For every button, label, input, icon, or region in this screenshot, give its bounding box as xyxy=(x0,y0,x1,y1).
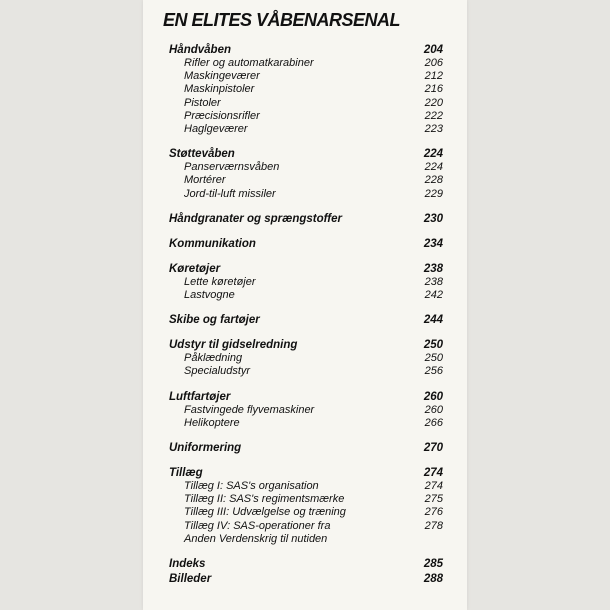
toc-entry-label: Lette køretøjer xyxy=(184,275,256,288)
toc-entry-label: Jord-til-luft missiler xyxy=(184,187,276,200)
toc-entry[interactable] xyxy=(169,83,443,96)
toc-heading-label: Billeder xyxy=(169,573,212,586)
toc-heading[interactable] xyxy=(169,44,443,57)
toc-entry-label: Tillæg II: SAS's regimentsmærke xyxy=(184,493,345,506)
toc-entry-label: Maskingeværer xyxy=(184,70,260,83)
table-of-contents xyxy=(169,44,443,598)
toc-heading-label: Indeks xyxy=(169,558,206,571)
toc-heading-page: 204 xyxy=(423,44,443,56)
toc-entry[interactable] xyxy=(169,289,443,302)
toc-entry-page: 274 xyxy=(424,480,443,493)
toc-entry-label: Mortérer xyxy=(184,174,226,187)
toc-entry-label: Tillæg III: Udvælgelse og træning xyxy=(184,506,346,519)
toc-heading[interactable] xyxy=(169,467,443,480)
toc-entry-label: Anden Verdenskrig til nutiden xyxy=(184,532,328,545)
toc-heading[interactable] xyxy=(169,558,443,571)
toc-entry[interactable] xyxy=(169,352,443,365)
toc-section xyxy=(169,148,443,201)
toc-entry-label: Specialudstyr xyxy=(184,365,251,378)
toc-entry-page: 212 xyxy=(424,70,443,83)
toc-section xyxy=(169,263,443,302)
toc-section xyxy=(169,391,443,430)
book-page xyxy=(143,0,467,610)
toc-section xyxy=(169,442,443,455)
toc-entry[interactable] xyxy=(169,188,443,201)
toc-heading-page: 250 xyxy=(423,339,443,352)
toc-entry-page: 250 xyxy=(424,352,443,365)
toc-entry-label: Fastvingede flyvemaskiner xyxy=(184,403,315,416)
toc-heading[interactable] xyxy=(169,148,443,161)
toc-entry[interactable] xyxy=(169,97,443,110)
toc-entry[interactable] xyxy=(169,365,443,378)
toc-entry-page: 256 xyxy=(424,365,443,378)
toc-entry-label: Pistoler xyxy=(184,96,221,109)
toc-entry-page: 266 xyxy=(424,416,443,429)
toc-entry[interactable] xyxy=(169,161,443,174)
toc-heading[interactable] xyxy=(169,314,443,327)
toc-heading-page: 234 xyxy=(423,237,443,250)
toc-entry[interactable] xyxy=(169,123,443,136)
toc-heading-label: Luftfartøjer xyxy=(169,390,231,403)
toc-entry-label: Tillæg I: SAS's organisation xyxy=(184,480,319,493)
toc-entry[interactable] xyxy=(169,480,443,493)
toc-heading[interactable] xyxy=(169,391,443,404)
toc-entry-page: 224 xyxy=(424,161,443,174)
toc-entry[interactable] xyxy=(169,110,443,123)
toc-entry[interactable] xyxy=(169,417,443,430)
toc-entry[interactable] xyxy=(169,276,443,289)
toc-entry[interactable] xyxy=(169,70,443,83)
toc-heading-label: Køretøjer xyxy=(169,262,221,275)
toc-heading-label: Kommunikation xyxy=(169,237,256,250)
toc-entry[interactable] xyxy=(169,493,443,506)
toc-entry[interactable] xyxy=(169,506,443,519)
toc-entry-page: 229 xyxy=(424,187,443,200)
toc-entry-label: Tillæg IV: SAS-operationer fra xyxy=(184,519,331,532)
toc-heading-page: 274 xyxy=(423,467,443,480)
toc-entry-label: Haglgeværer xyxy=(184,123,248,136)
toc-entry-label: Rifler og automatkarabiner xyxy=(184,57,314,69)
toc-heading-label: Håndgranater og sprængstoffer xyxy=(169,212,342,225)
toc-entry-page: 222 xyxy=(424,109,443,122)
toc-section xyxy=(169,339,443,378)
toc-entry-page: 242 xyxy=(424,289,443,302)
toc-entry-label: Helikoptere xyxy=(184,416,240,429)
toc-heading-label: Skibe og fartøjer xyxy=(169,314,260,327)
toc-entry-page: 238 xyxy=(424,275,443,288)
toc-heading-page: 260 xyxy=(423,390,443,403)
toc-section xyxy=(169,44,443,136)
toc-entry-page: 260 xyxy=(424,403,443,416)
toc-entry-page: 276 xyxy=(424,506,443,519)
toc-entry-label: Lastvogne xyxy=(184,289,235,302)
toc-entry-label: Præcisionsrifler xyxy=(184,109,260,122)
toc-heading-page: 230 xyxy=(423,212,443,225)
toc-section xyxy=(169,213,443,226)
toc-heading-label: Udstyr til gidselredning xyxy=(169,339,298,352)
toc-entry-page: 228 xyxy=(424,174,443,187)
toc-heading[interactable] xyxy=(169,238,443,251)
toc-entry-page: 275 xyxy=(424,493,443,506)
toc-heading[interactable] xyxy=(169,213,443,226)
toc-entry-page: 220 xyxy=(424,96,443,109)
toc-heading-page: 285 xyxy=(423,558,443,571)
toc-section xyxy=(169,573,443,586)
toc-entry-page: 206 xyxy=(424,57,443,69)
toc-heading[interactable] xyxy=(169,442,443,455)
toc-entry[interactable] xyxy=(169,174,443,187)
toc-heading-page: 244 xyxy=(423,314,443,327)
toc-section xyxy=(169,467,443,546)
toc-entry-page: 223 xyxy=(424,123,443,136)
toc-heading-label: Støttevåben xyxy=(169,148,235,161)
toc-entry-page: 216 xyxy=(424,83,443,96)
toc-section xyxy=(169,314,443,327)
toc-heading-page: 270 xyxy=(423,442,443,455)
toc-entry-page: 278 xyxy=(424,519,443,532)
toc-heading-page: 238 xyxy=(423,262,443,275)
toc-entry-label: Panserværnsvåben xyxy=(184,161,280,174)
toc-section xyxy=(169,238,443,251)
toc-entry[interactable] xyxy=(169,533,443,546)
toc-heading[interactable] xyxy=(169,573,443,586)
toc-heading[interactable] xyxy=(169,339,443,352)
toc-entry[interactable] xyxy=(169,404,443,417)
toc-heading-page: 288 xyxy=(423,573,443,586)
toc-heading-label: Håndvåben xyxy=(169,44,231,56)
toc-heading[interactable] xyxy=(169,263,443,276)
toc-entry-label: Påklædning xyxy=(184,352,243,365)
toc-entry-label: Maskinpistoler xyxy=(184,83,255,96)
toc-entry[interactable] xyxy=(169,57,443,70)
toc-heading-label: Uniformering xyxy=(169,442,242,455)
toc-entry[interactable] xyxy=(169,520,443,533)
toc-section xyxy=(169,558,443,571)
toc-heading-label: Tillæg xyxy=(169,467,203,480)
toc-heading-page: 224 xyxy=(423,148,443,161)
page-title: EN ELITES VÅBENARSENAL xyxy=(163,10,401,30)
